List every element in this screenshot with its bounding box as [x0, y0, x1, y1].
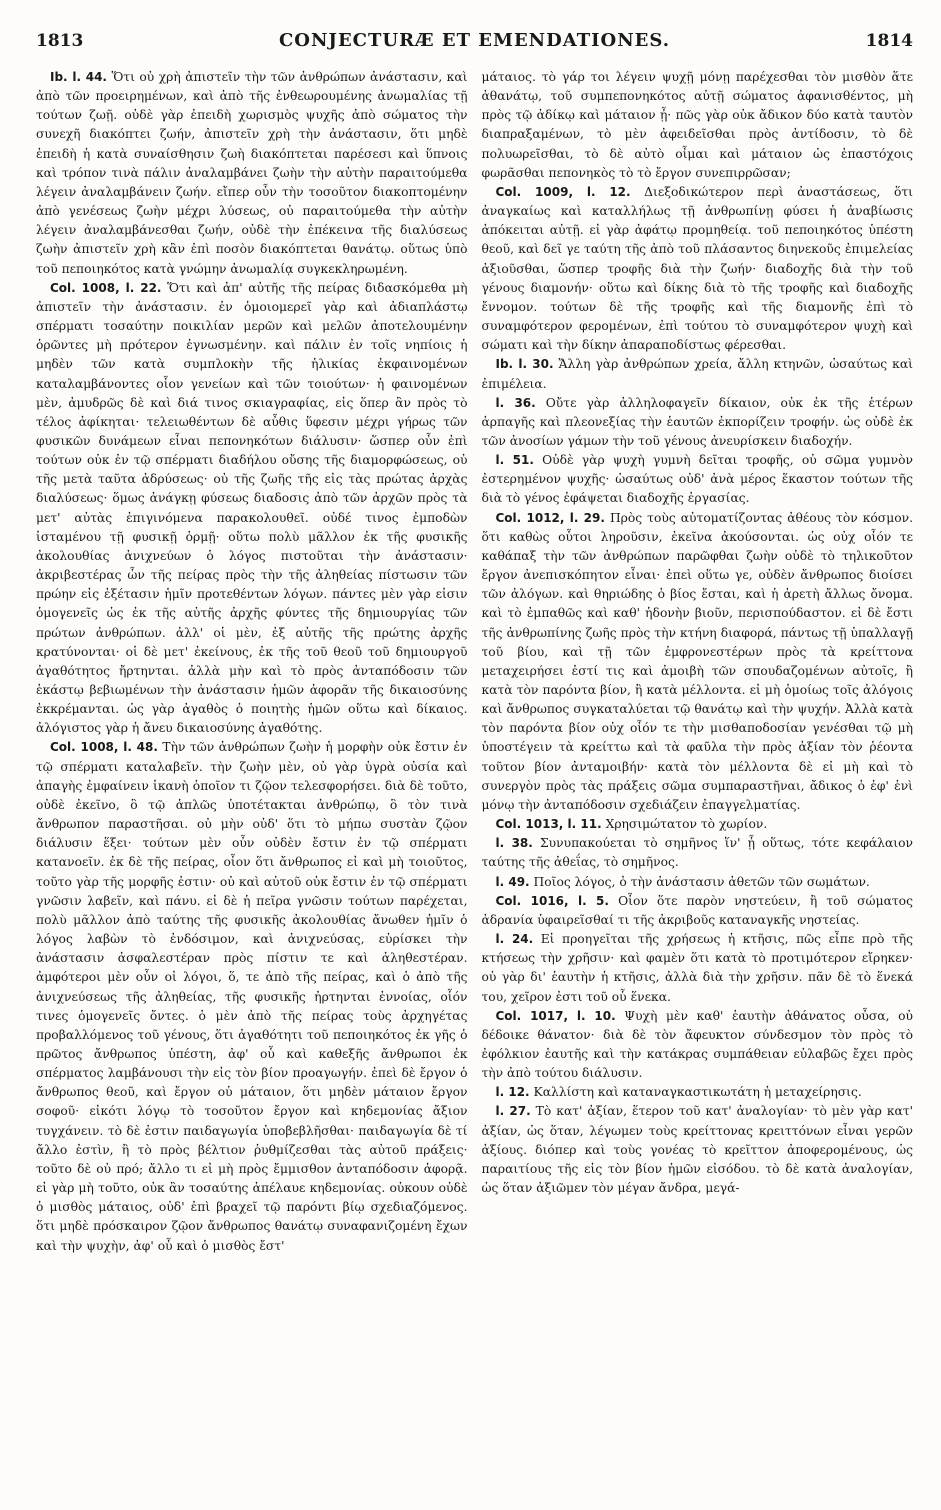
page-header	[36, 30, 913, 62]
note-paragraph	[482, 1083, 914, 1102]
text-columns	[36, 68, 913, 1256]
note-text: Διεξοδικώτερον περὶ ἀναστάσεως, ὅτι ἀναγκαίως καὶ καταλλήλως τῇ ἀνθρωπίνῃ φύσει ἡ ἀναβίωσις ἀπόκειται αὐτῇ. εἰ γὰρ ἀφάτῳ προμηθείᾳ. τοῦ πεποιηκότος ὑπέστη θεοῦ, καὶ δεῖ γε ταύτη τῆς ἀπὸ τοῦ πλάσαντος διηνεκοῦς ἐπιμελείας ἀξιοῦσθαι, ὥσπερ τροφῆς διὰ τὴν ζωήν· διαδοχῆς διὰ τὴν τοῦ γένους διαμονήν· οὕτω καὶ δίκης διὰ τὸ τῆς τροφῆς καὶ διαδοχῆς ἔννομον. τούτων δὲ τῆς τροφῆς καὶ τῆς διαμονῆς ἐπὶ τὸ συναμφότερον φερομένων, ἐπὶ τούτου τὸ συναμφότερον ψυχὴ καὶ σώματι καὶ τὴν δίκην ἀπαραποδίστως φέρεσθαι.	[481, 184, 913, 353]
note-reference: Col. 1013, l. 11.	[495, 817, 602, 832]
note-reference: Col. 1009, l. 12.	[495, 184, 631, 199]
note-text: Τὴν τῶν ἀνθρώπων ζωὴν ἡ μορφὴν οὐκ ἔστιν ἐν τῷ σπέρματι καταλαβεῖν. τὴν ζωὴν μὲν, οὐ γὰρ ὑγρὰ οὐσία καὶ ἀπαγὴς ἐμφαίνειν ἱκανὴ ὁποῖον τι ζῷον τελεσφορήσει. διὰ δὲ τοῦτο, οὐδὲ ἐκεῖνο, ὃ τῷ ἁπλῶς ὑποτέτακται ἀνθρώπῳ, ὃ τὸν τινὰ ἄνθρωπον παραστῆσαι. οὐ μὴν οὐδ' ὅτι τὸ μήπω συστὰν ζῷον διάλυσιν ἕξει· τούτων μὲν οὖν οὐδὲν ἔστιν ἐν τῷ σπέρματι κατανοεῖν. ἐκ δὲ τῆς πείρας, οἷον ὅτι ἄνθρωπος εἰ καὶ μὴ τοιοῦτος, τοῦτο γὰρ τῆς μορφῆς ἐστιν· οὐ καὶ αὐτοῦ οὐκ ἔστιν ἐν τῷ σπέρματι γνῶσιν λαβεῖν, καὶ πάνυ. εἰ δὲ ἡ πεῖρα γνῶσιν τούτων παρέχεται, πολὺ μᾶλλον ἀπὸ ταύτης τῆς φυσικῆς ἀκολουθίας ἄνωθεν ἡμῖν ὁ λόγος λαβὼν τὸ ἐνδόσιμον, καὶ ἀνιχνεύσας, εὑρίσκει τὴν ἀνάστασιν ἀσφαλεστέραν πρὸς πίστιν τε καὶ ἀληθεστέραν. ἀμφότεροι μὲν οὖν οἱ λόγοι, ὅ, τε ἀπὸ τῆς πείρας, καὶ ὁ ἀπὸ τῆς ἀνιχνεύσεως τῆς ἀληθείας, τῆς φυσικῆς ἠρτηνται ἐννοίας, οἷόν τινες ὁμογενεῖς ὄντες. ὁ μὲν ἀπὸ τῆς πείρας τοὺς ἀρχηγέτας προβαλλόμενος τοῦ γένους, ὅτι ἀγαθότητι τοῦ πεποιηκότος ἐκ γῆς ὁ πρῶτος ἄνθρωπος ὑπέστη, ἀφ' οὗ καὶ καθεξῆς ἄνθρωποι ἐκ σπέρματος λαμβάνουσι τὴν εἰς τὸν βίον προαγωγήν. ἐπεὶ δὲ ἔργον ὁ ἄνθρωπος θεοῦ, καὶ ἔργον οὐ μάταιον, ὅτι μηδὲν μάταιον ἔργον σοφοῦ· εἰκότι λόγῳ τὸ τοσοῦτον ἔργον καὶ κηδεμονίας ἄξιον τυγχάνειν. τὸ δὲ ἐστιν παιδαγωγία ὑποβεβλῆσθαι· παιδαγωγία δὲ τί ἄλλο ἐστὶν, ἢ τὸ πρὸς βέλτιον ῥυθμίζεσθαι τὰς αὐτοῦ πράξεις· τοῦτο δὲ οὐ πρό; ἄλλο τι εἰ μὴ πρὸς ἔμμισθον ἀνταπόδοσιν ἀφορᾷ. εἰ γὰρ μὴ τοῦτο, οὐκ ἂν τοσαύτης ἀπέλαυε κηδεμονίας. οὐκουν οὐδὲ ὁ μισθὸς μάταιος, οὐδ' ἐπὶ βραχεῖ τῷ παρόντι βίῳ σχεδιαζόμενος. ὅτι μηδὲ πρόσκαιρον ζῷον ἄνθρωπος θανάτῳ συναφανιζομένη ἔχων καὶ τὴν ψυχὴν, ἀφ' οὗ καὶ ὁ μισθὸς ἔστ'	[36, 740, 468, 1253]
right-page-number: 1814	[865, 31, 913, 51]
note-reference: l. 36.	[495, 395, 536, 410]
note-text: Συνυπακούεται τὸ σημῆνος ἵν' ᾖ οὕτως, τότε κεφάλαιον ταύτης τῆς ἀθεΐας, τὸ σημῆνος.	[481, 836, 913, 870]
note-reference: Col. 1017, l. 10.	[495, 1008, 616, 1023]
note-reference: Col. 1012, l. 29.	[495, 510, 605, 525]
note-reference: Col. 1008, l. 48.	[50, 740, 158, 755]
note-text: Οὔτε γὰρ ἀλληλοφαγεῖν δίκαιον, οὐκ ἐκ τῆς ἑτέρων ἁρπαγῆς καὶ πλεονεξίας τὴν ἑαυτῶν ἐκπορίζειν τροφήν. ὡς οὐδὲ ἐκ τῶν ἀνοσίων γάμων τὴν τοῦ γένους ἀνευρίσκειν διαδοχήν.	[481, 395, 913, 448]
note-paragraph	[482, 815, 914, 834]
note-reference: Col. 1016, l. 5.	[495, 893, 609, 908]
note-text: Ποῖος λόγος, ὁ τὴν ἀνάστασιν ἀθετῶν τῶν σωμάτων.	[533, 874, 870, 889]
note-paragraph	[482, 509, 914, 816]
note-reference: l. 49.	[495, 874, 530, 889]
note-paragraph	[36, 279, 468, 739]
note-text: Εἰ προηγεῖται τῆς χρήσεως ἡ κτῆσις, πῶς εἶπε πρὸ τῆς κτήσεως τὴν χρῆσιν· καὶ φαμὲν ὅτι κατὰ τὸ προτιμότερον εἴρηκεν· οὐ γὰρ δι' ἑαυτὴν ἡ κτῆσις, ἀλλὰ διὰ τὴν χρῆσιν. πᾶν δὲ τὸ ἕνεκά του, χεῖρον ἐστι τοῦ οὗ ἕνεκα.	[481, 932, 913, 1004]
note-paragraph	[482, 930, 914, 1007]
note-paragraph	[36, 68, 468, 279]
note-text: Πρὸς τοὺς αὐτοματίζοντας ἀθέους τὸν κόσμον. ὅτι καθὼς οὗτοι ληροῦσιν, ἐκεῖνα ἀκούσονται. ὡς οὐχ οἷόν τε καθάπαξ τὴν τῶν ἀνθρώπων παρῶφθαι ζωὴν οὐδὲ τὸ τηλικοῦτον ἔργον ἀνεπισκόπητον εἶναι· ἐπεὶ οὕτω γε, οὐδὲν ἄνθρωπος διοίσει τῶν ἀλόγων. καὶ θηριώδης ὁ βίος ἔσται, καὶ ἡ ἀρετὴ ἄλλως ὄνομα. καὶ τὸ ἐμπαθῶς καὶ καθ' ἡδονὴν βιοῦν, περισπούδαστον. εἰ δὲ ἔστι τῆς ἀνθρωπίνης ζωῆς πρὸς τὴν κτήνη διαφορά, πάντως τῇ ὑπαλλαγῇ τοῦ βίου, καὶ τῇ τῶν ἐμφρονεστέρων πρὸς τὰ κρείττονα μεταχειρήσει ἐστί τις καὶ ἀμοιβὴ τῶν σπουδαζομένων αὐτοῖς, ἢ κατὰ τὸν παρόντα βίον, ἢ κατὰ μέλλοντα. εἰ μὴ ὁμοίως τοῖς ἀλόγοις καὶ ἄνθρωπος συγκαταλύεται τῷ θανάτῳ καὶ τὴν ψυχήν. Ἀλλὰ κατὰ τὸν παρόντα βίον οὐχ οἷόν τε τὴν μισθαποδοσίαν γενέσθαι τῷ μὴ ὑποστέγειν τὰ κρείττω καὶ τὰ φαῦλα τὴν πρὸς ἀξίαν τὸν ῥέοντα τοῦτον βίον ἀνταμοιβήν· κατὰ τὸν μέλλοντα δὲ εἰ μὴ καὶ τὸ συνεργὸν πρὸς τὰς πράξεις σῶμα συμπαραστῆναι, ἄδικος ὁ ἐφ' ἑνὶ μόνῳ τὴν ἀνταπόδοσιν σχεδιάζειν ἐπαγγελματίας.	[481, 510, 913, 812]
note-paragraph	[482, 394, 914, 451]
note-paragraph	[482, 355, 914, 393]
note-text: Ὅτι οὐ χρὴ ἀπιστεῖν τὴν τῶν ἀνθρώπων ἀνάστασιν, καὶ ἀπὸ τῶν προειρημένων, καὶ ἀπὸ τῆς ἐνθεωρουμένης ἀνωμαλίας τῇ τούτων ζωῇ. οὐδὲ γὰρ ἐπειδὴ χωρισμὸς ψυχῆς ἀπὸ σώματος τὴν συνεχῆ διακόπτει ζωήν, ἀπιστεῖν χρὴ τὴν ἀνάστασιν, ὅτι μηδὲ ἐπειδὴ ἡ κατὰ συναίσθησιν ζωὴ διακόπτεται παρέσεσι καὶ ὕπνοις καὶ τρόπον τινὰ πάλιν ἀναλαμβάνει ζωὴν τὴν αὐτὴν παραιτούμεθα λέγειν ἀναλαμβάνειν ζωήν. εἴπερ οὖν τὴν τοσοῦτον διακοπτομένην ἀπὸ γενέσεως ζωὴν μέχρι λύσεως, οὐ παραιτούμεθα τὴν αὐτὴν λέγειν ἀναλαμβάνεσθαι ζωήν, οὐδὲ τὴν ἐπέκεινα τῆς διαλύσεως ζωὴν ἀπιστεῖν χρὴ κἂν ἐπὶ ποσὸν διακόπτεται θανάτῳ. οὕτως ὑπὸ τοῦ πεποιηκότος κατὰ γνώμην ἀνωμαλίᾳ συγκεκληρωμένη.	[36, 70, 468, 276]
note-text: Τὸ κατ' ἀξίαν, ἕτερον τοῦ κατ' ἀναλογίαν· τὸ μὲν γὰρ κατ' ἀξίαν, ὡς ὅταν, λέγωμεν τοὺς κρείττονας κρειττόνων εἶναι γερῶν ἀξίους. διόπερ καὶ τοὺς γονέας τὸ κρεῖττον ἀποφερομένους, ὡς παραιτίους τῆς εἰς τὸν βίον ἡμῶν εἰσόδου. τὸ δὲ κατὰ ἀναλογίαν, ὡς ὅταν ἀξιῶμεν τὸν μέγαν ἄνδρα, μεγά-	[481, 1104, 914, 1196]
note-paragraph	[482, 1007, 914, 1084]
note-paragraph	[482, 834, 914, 872]
note-text: Οἷον ὅτε παρὸν νηστεύειν, ἢ τοῦ σώματος ἀδρανία ὑφαιρεῖσθαί τι τῆς ἀκριβοῦς καταναγκῆς νηστείας.	[481, 893, 913, 927]
note-text: Ἄλλη γὰρ ἀνθρώπων χρεία, ἄλλη κτηνῶν, ὡσαύτως καὶ ἐπιμέλεια.	[481, 357, 913, 391]
note-reference: Ib. l. 44.	[50, 70, 107, 84]
note-reference: l. 12.	[495, 1085, 530, 1100]
note-paragraph	[482, 1102, 914, 1198]
note-text: μάταιος. τὸ γάρ τοι λέγειν ψυχῇ μόνῃ παρέχεσθαι τὸν μισθὸν ἅτε ἀθανάτῳ, τοῦ συμπεπονηκότος αὐτῇ σώματος ἀφανισθέντος, μὴ πρὸς τῷ ἀδίκῳ καὶ μάταιον ᾖ· πῶς γὰρ οὐκ ἄδικον δύο κατὰ ταυτὸν διαπραξαμένων, τὸ μὲν ἀφειδεῖσθαι πρὸς ἀντίδοσιν, τὸ δὲ πολυωρεῖσθαι, τὸ δὲ αὐτὸ οἶμαι καὶ μάταιον ὡς ἐπαστόχοις φωρᾶσθαι πεπονηκὸς τὸ τὸ ἔργον συνεπιρρῶσαν;	[481, 70, 913, 180]
note-text: Χρησιμώτατον τὸ χωρίον.	[605, 817, 768, 832]
note-paragraph	[482, 892, 914, 930]
running-title: CONJECTURÆ ET EMENDATIONES.	[278, 30, 671, 51]
right-column	[482, 68, 914, 1256]
note-paragraph	[482, 68, 914, 183]
note-paragraph	[482, 183, 914, 355]
note-reference: l. 38.	[495, 836, 533, 851]
note-text: Ψυχὴ μὲν καθ' ἑαυτὴν ἀθάνατος οὖσα, οὐ δέδοικε θάνατον· διὰ δὲ τὸν ἄφευκτον σύνδεσμον τὸν πρὸς τὸ ἐφόλκιον ἑαυτῆς καὶ τὴν κατάκρας συμπάθειαν εὐλαβῶς ἔχει πρὸς τὴν ἀπὸ τούτου διάλυσιν.	[481, 1008, 913, 1081]
note-paragraph	[36, 738, 468, 1255]
note-reference: Ib. l. 30.	[495, 357, 554, 372]
note-reference: l. 51.	[495, 453, 534, 468]
note-paragraph	[482, 451, 914, 508]
left-column	[36, 68, 468, 1256]
note-text: Οὐδὲ γὰρ ψυχὴ γυμνὴ δεῖται τροφῆς, οὐ σῶμα γυμνὸν ἐστερημένον ψυχῆς· ὡσαύτως οὐδ' ἀνὰ μέρος ἕκαστον τούτων τῆς διὰ τὸ γένος ἐφάψεται διαδοχῆς ἐργασίας.	[481, 453, 913, 506]
note-text: Καλλίστη καὶ καταναγκαστικωτάτη ἡ μεταχείρησις.	[533, 1085, 862, 1100]
left-page-number: 1813	[36, 31, 84, 51]
note-text: Ὅτι καὶ ἀπ' αὐτῆς τῆς πείρας διδασκόμεθα μὴ ἀπιστεῖν τὴν ἀνάστασιν. ἐν ὁμοιομερεῖ γὰρ καὶ ἀδιαπλάστῳ σπέρματι τοσαύτην ποικιλίαν μερῶν καὶ μελῶν ἀποτελουμένην ὁρῶντες μὴ πρότερον ἐγνωσμένην. καὶ πάλιν ἐν τοῖς νηπίοις ἡ μηδὲν τῶν κατὰ συμπλοκὴν τῆς ἡλικίας ἐκφαινομένων καταλαμβάνοντες οἷον γενείων καὶ τῶν τοιούτων· ἡ φαινομένων μὲν, ἀμυδρῶς δὲ καὶ διά τινος σκιαγραφίας, εἰς ὅπερ ἂν πρὸς τὸ τέλος ἀφίκηται· τελειωθέντων δὲ αὖθις ὕφεσιν μέχρι γήρως τῶν φυσικῶν δυνάμεων εἶναι πεπονηκότων διάλυσιν· ὥσπερ οὖν ἐπὶ τούτων οὐκ ἐν τῷ σπέρματι διαδήλου οὔσης τῆς διαμορφώσεως, οὐ τῆς μετὰ ταῦτα ἀδρύσεως· οὐ τῆς ζωῆς τῆς εἰς τὰς πρώτας ἀρχὰς διαλύσεως· ὅμως ἀνάγκῃ φύσεως διαδοσις ἀπὸ τῶν ἀρχῶν πρὸς τὰ μετ' αὐτὰς ἐπιγινόμενα παρακολουθεῖ. οὐδέ τινος ἐμποδὼν ἱσταμένου τῇ φυσικῇ ὁρμῇ· οὕτω πολὺ μᾶλλον ἐκ τῆς φυσικῆς ἀκολουθίας ἀνιχνεύων ὁ λόγος πιστοῦται τὴν ἀνάστασιν· ἀκριβεστέρας ὧν τῆς πείρας πρὸς τὴν τῆς ἀληθείας πίστωσιν τῶν πρώην εἰς ἐξέτασιν ἡμῖν προτεθέντων λόγων. πάντες μὲν γὰρ εἰσιν ὁμογενεῖς ὡς ἐκ τῆς αὐτῆς ἀρχῆς φύντες τῆς δημιουργίας τῶν πρώτων ἀνθρώπων. ἀλλ' οἱ μὲν, ἐξ αὐτῆς τῆς πρώτης ἀρχῆς κρατύνονται· οἱ δὲ μετ' ἐκείνους, ἐκ τῆς τοῦ θεοῦ τοῦ δημιουργοῦ ἀγαθότητος ἤρτηνται. ἀλλὰ μὴν καὶ τὸ πρὸς ἀνταπόδοσιν τῶν ἑκάστῳ βεβιωμένων τὴν ἀνάστασιν ἡμῶν ἀφορᾶν τῆς δικαιοσύνης ἐκκρέμανται. ὡς γὰρ ἀγαθὸς ὁ ποιητὴς ἡμῶν οὕτω καὶ δίκαιος. ἀλόγιστος γὰρ ἡ ἄνευ δικαιοσύνης ἀγαθότης.	[36, 280, 468, 736]
note-reference: l. 24.	[495, 932, 534, 947]
note-reference: Col. 1008, l. 22.	[50, 280, 162, 295]
note-paragraph	[482, 873, 914, 892]
note-reference: l. 27.	[495, 1104, 531, 1119]
